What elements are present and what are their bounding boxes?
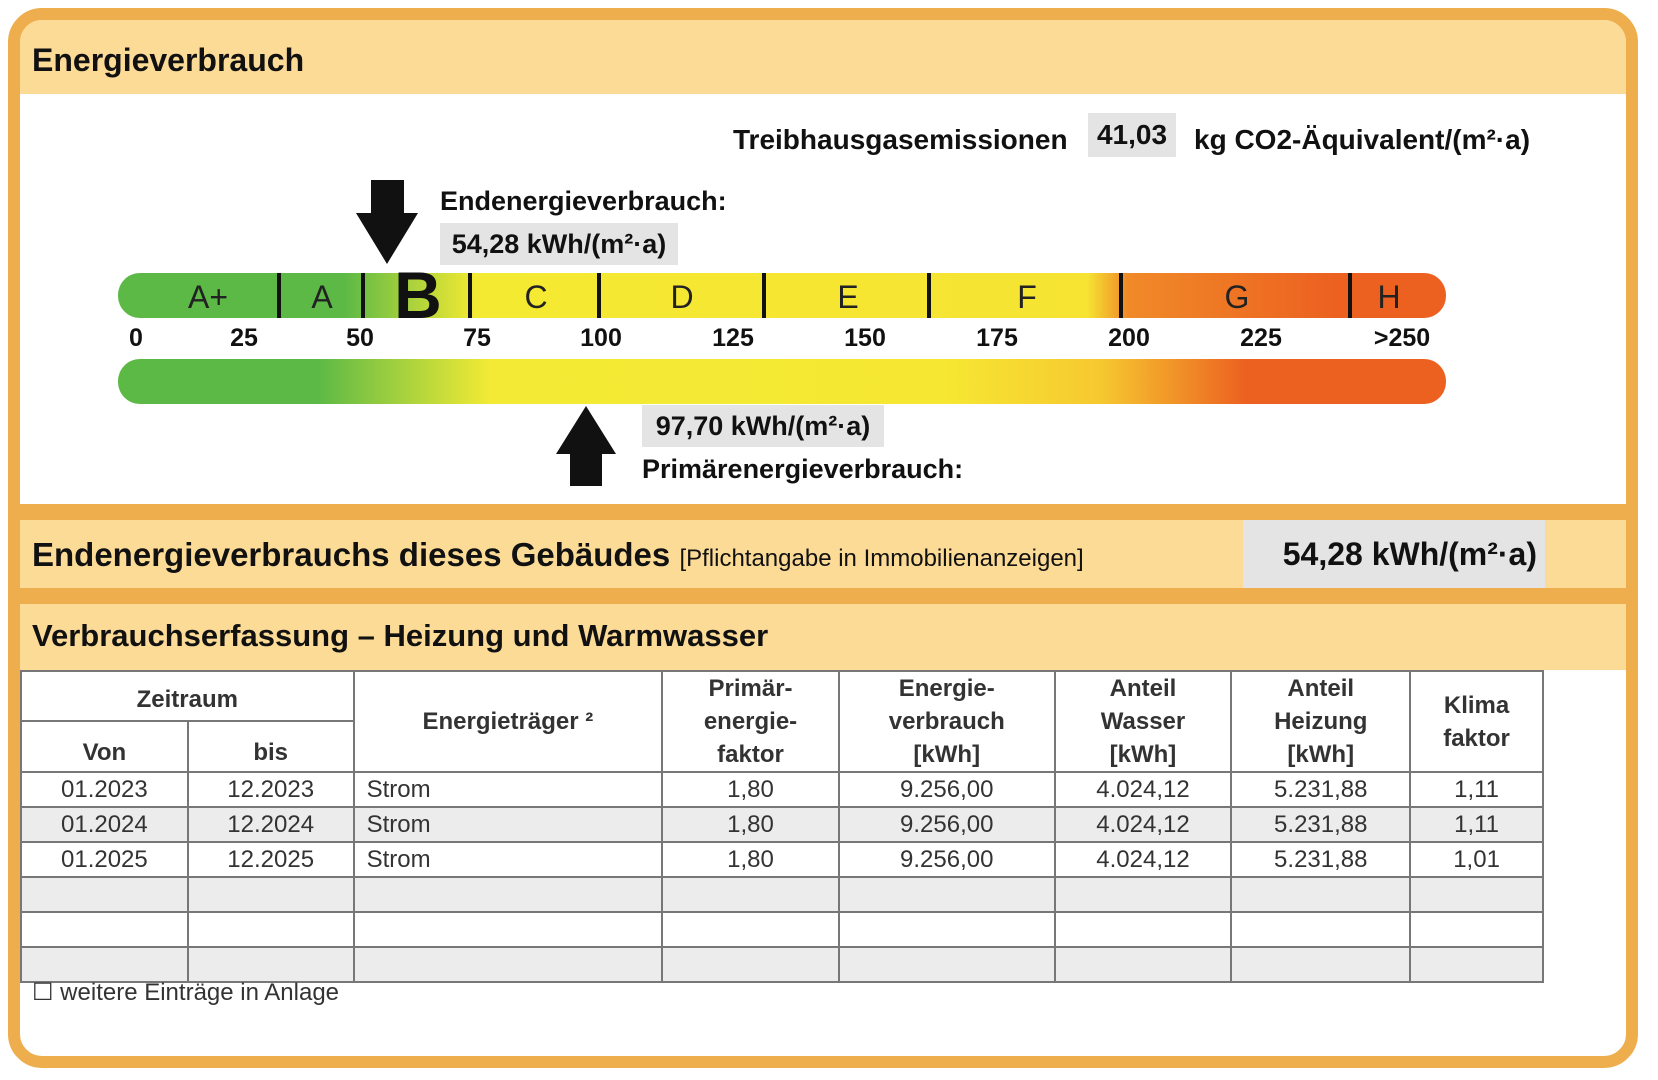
table-cell <box>354 877 663 912</box>
more-entries-note: ☐ weitere Einträge in Anlage <box>32 979 340 1006</box>
section-divider <box>20 588 1626 604</box>
consumption-table <box>20 670 1544 983</box>
table-cell: Strom <box>354 842 663 877</box>
col-to: bis <box>188 721 354 772</box>
table-cell <box>21 947 188 982</box>
col-heating-line: Anteil <box>1287 675 1355 702</box>
primary-energy-value: 97,70 kWh/(m²·a) <box>642 405 884 447</box>
table-cell: 5.231,88 <box>1231 772 1410 807</box>
col-water-line: Anteil <box>1109 675 1177 702</box>
building-consumption-label <box>32 536 1084 574</box>
table-row <box>21 807 1543 842</box>
table-cell <box>188 877 354 912</box>
table-cell <box>1231 877 1410 912</box>
col-climate <box>1410 671 1543 772</box>
col-heating <box>1231 671 1410 772</box>
table-cell <box>839 912 1055 947</box>
consumption-header <box>20 604 1626 670</box>
table-row <box>21 912 1543 947</box>
energy-certificate-frame <box>8 8 1638 1068</box>
table-cell: 01.2023 <box>21 772 188 807</box>
class-label-d: D <box>670 279 694 315</box>
table-cell: 5.231,88 <box>1231 807 1410 842</box>
table-cell: 1,80 <box>662 772 839 807</box>
tick-label: 175 <box>976 324 1018 352</box>
class-label-a: A <box>311 279 333 315</box>
col-primary-factor <box>662 671 839 772</box>
building-consumption-note: [Pflichtangabe in Immobilienanzeigen] <box>679 545 1084 572</box>
table-cell <box>1410 877 1543 912</box>
table-cell: 12.2025 <box>188 842 354 877</box>
table-cell: Strom <box>354 772 663 807</box>
class-label-f: F <box>1017 279 1037 315</box>
table-cell: 9.256,00 <box>839 807 1055 842</box>
table-cell: 4.024,12 <box>1055 807 1232 842</box>
col-heating-line: Heizung <box>1274 708 1368 735</box>
end-energy-value: 54,28 kWh/(m²·a) <box>440 223 678 265</box>
class-label-h: H <box>1377 279 1401 315</box>
consumption-title: Verbrauchserfassung – Heizung und Warmwasser <box>32 618 769 653</box>
table-row <box>21 772 1543 807</box>
table-row <box>21 877 1543 912</box>
table-cell: 9.256,00 <box>839 842 1055 877</box>
table-cell <box>662 912 839 947</box>
building-consumption-title: Endenergieverbrauchs dieses Gebäudes <box>32 536 671 573</box>
table-cell <box>1055 912 1232 947</box>
col-energy-line: [kWh] <box>913 741 981 768</box>
table-cell <box>839 877 1055 912</box>
col-primary-factor-line: Primär- <box>708 675 793 702</box>
tick-label: 75 <box>463 324 491 352</box>
table-cell: 01.2025 <box>21 842 188 877</box>
table-cell: 12.2024 <box>188 807 354 842</box>
end-energy-arrow-icon <box>356 180 418 264</box>
end-energy-label: Endenergieverbrauch: <box>440 186 727 216</box>
class-label-g: G <box>1224 279 1250 315</box>
primary-energy-arrow-icon <box>556 406 616 486</box>
class-label-e: E <box>837 279 859 315</box>
class-label-c: C <box>524 279 548 315</box>
table-cell: 1,01 <box>1410 842 1543 877</box>
gradient-bar <box>118 359 1446 404</box>
table-cell <box>1231 947 1410 982</box>
table-cell: 1,80 <box>662 842 839 877</box>
tick-label: 225 <box>1240 324 1282 352</box>
col-primary-factor-line: faktor <box>717 741 784 768</box>
table-cell <box>21 912 188 947</box>
col-heating-line: [kWh] <box>1287 741 1355 768</box>
table-cell <box>21 877 188 912</box>
table-cell: 1,11 <box>1410 772 1543 807</box>
col-period: Zeitraum <box>21 671 354 721</box>
table-cell: Strom <box>354 807 663 842</box>
col-climate-line: Klima <box>1443 691 1510 719</box>
col-water <box>1055 671 1232 772</box>
section-divider <box>20 504 1626 520</box>
table-cell: 1,11 <box>1410 807 1543 842</box>
table-cell <box>354 912 663 947</box>
tick-label: >250 <box>1373 324 1431 352</box>
building-consumption-value: 54,28 kWh/(m²·a) <box>1243 520 1545 588</box>
col-energy-line: verbrauch <box>888 708 1005 735</box>
col-primary-factor-line: energie- <box>703 708 798 735</box>
tick-label: 25 <box>230 324 258 352</box>
col-carrier: Energieträger ² <box>354 671 663 772</box>
tick-label: 100 <box>580 324 622 352</box>
col-energy-line: Energie- <box>898 675 995 702</box>
table-cell <box>839 947 1055 982</box>
building-consumption-row <box>20 520 1626 588</box>
col-from: Von <box>21 721 188 772</box>
table-cell <box>1231 912 1410 947</box>
tick-label: 125 <box>712 324 754 352</box>
table-cell: 12.2023 <box>188 772 354 807</box>
emissions-unit: kg CO2-Äquivalent/(m²·a) <box>1194 124 1531 155</box>
tick-label: 50 <box>346 324 374 352</box>
emissions-label: Treibhausgasemissionen <box>733 124 1068 155</box>
tick-label: 150 <box>844 324 886 352</box>
consumption-table-body <box>21 772 1543 982</box>
table-cell: 4.024,12 <box>1055 842 1232 877</box>
emissions-value: 41,03 <box>1088 113 1176 157</box>
table-cell <box>1410 912 1543 947</box>
table-cell <box>188 912 354 947</box>
table-row <box>21 842 1543 877</box>
tick-label: 200 <box>1108 324 1150 352</box>
table-cell <box>662 877 839 912</box>
col-water-line: Wasser <box>1100 708 1186 735</box>
table-cell: 01.2024 <box>21 807 188 842</box>
table-cell <box>1055 877 1232 912</box>
col-climate-line: faktor <box>1443 724 1510 752</box>
tick-label: 0 <box>129 324 143 352</box>
page-title: Energieverbrauch <box>32 42 305 78</box>
table-cell <box>662 947 839 982</box>
table-row <box>21 947 1543 982</box>
table-cell: 4.024,12 <box>1055 772 1232 807</box>
col-water-line: [kWh] <box>1109 741 1177 768</box>
col-energy <box>839 671 1055 772</box>
class-label-a-plus: A+ <box>187 279 229 315</box>
table-cell: 1,80 <box>662 807 839 842</box>
table-cell <box>188 947 354 982</box>
table-cell: 9.256,00 <box>839 772 1055 807</box>
table-cell: 5.231,88 <box>1231 842 1410 877</box>
table-cell <box>1055 947 1232 982</box>
table-cell <box>1410 947 1543 982</box>
table-cell <box>354 947 663 982</box>
primary-energy-label: Primärenergieverbrauch: <box>642 454 964 484</box>
class-label-b-current: B <box>394 258 442 332</box>
